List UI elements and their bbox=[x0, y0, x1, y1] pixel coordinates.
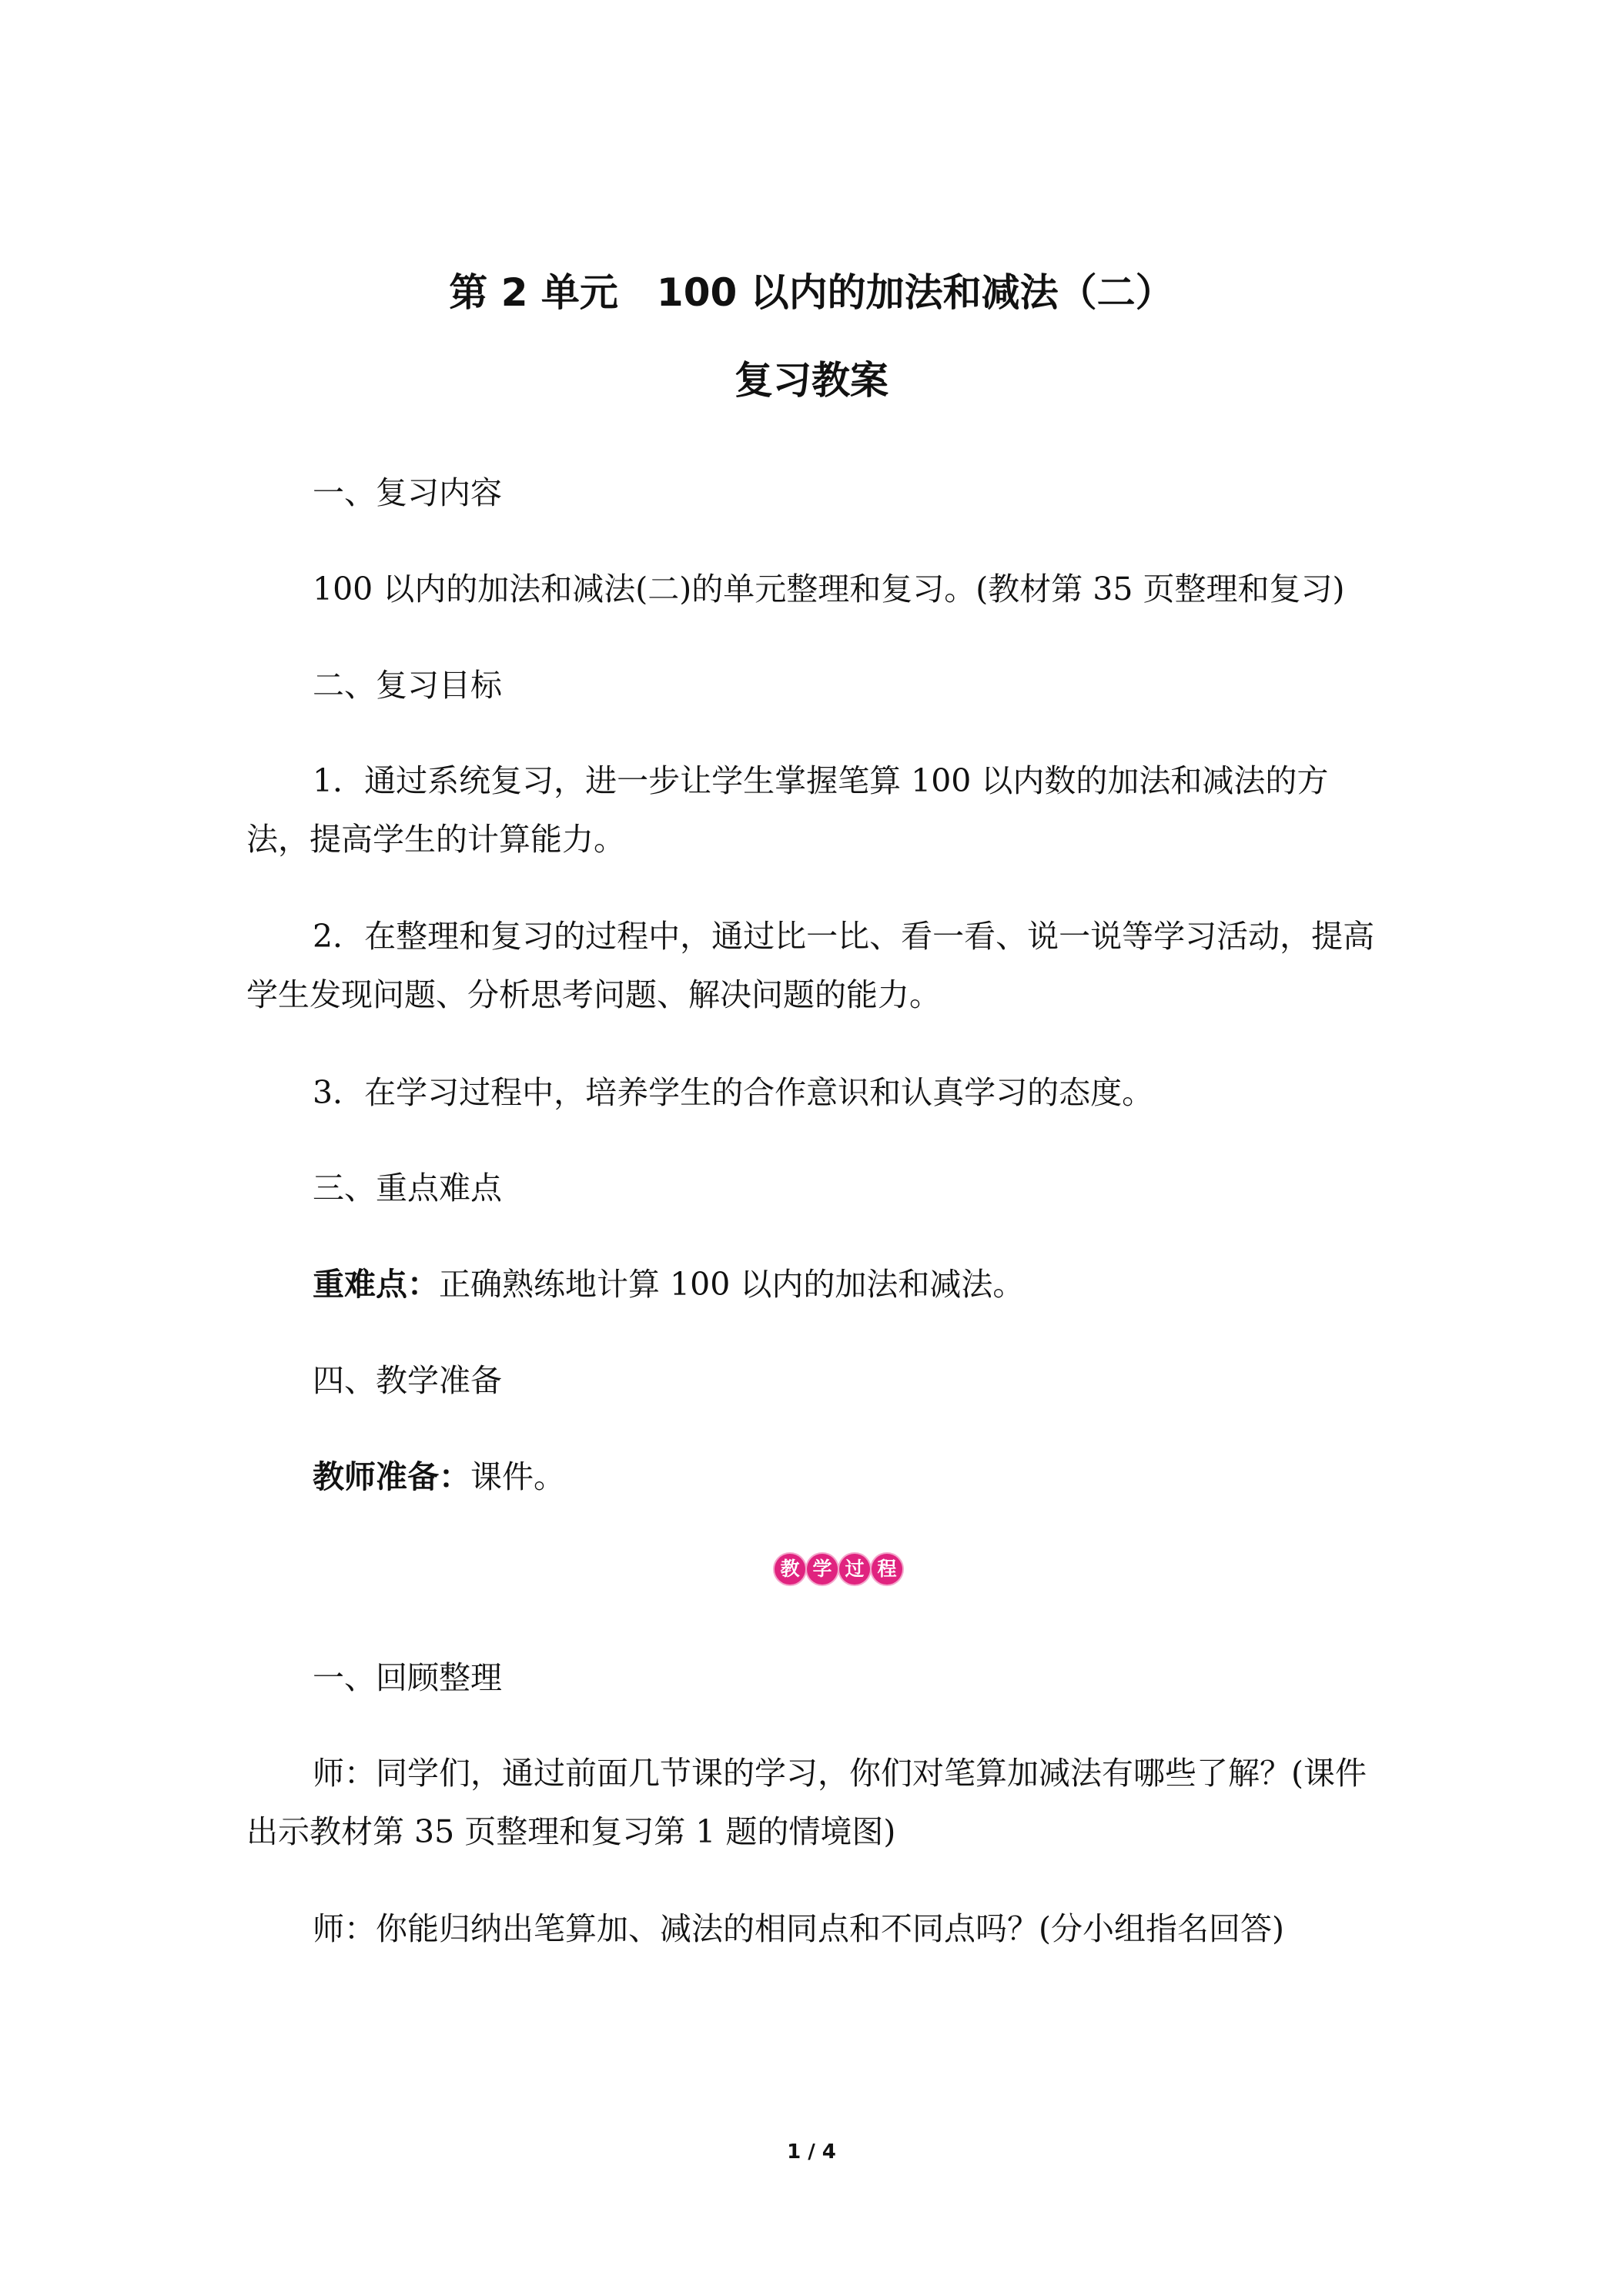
badge-char: 过 bbox=[839, 1554, 870, 1585]
prep-text: 课件。 bbox=[470, 1458, 565, 1495]
goal-2: 2．在整理和复习的过程中，通过比一比、看一看、说一说等学习活动，提高学生发现问题、分析思考问题、解决问题的能力。 bbox=[246, 918, 1375, 1013]
badge-char: 教 bbox=[775, 1554, 805, 1585]
lesson-title: 复习教案 bbox=[735, 358, 888, 403]
content-text: 100 以内的加法和减法(二)的单元整理和复习。(教材第 35 页整理和复习) bbox=[313, 571, 1345, 607]
key-heading: 三、重点难点 bbox=[313, 1170, 502, 1207]
key-label: 重难点： bbox=[313, 1266, 439, 1303]
goals-heading: 二、复习目标 bbox=[313, 667, 502, 704]
badge-char: 学 bbox=[807, 1554, 838, 1585]
key-text: 正确熟练地计算 100 以内的加法和减法。 bbox=[439, 1266, 1025, 1303]
unit-title: 第 2 单元 100 以内的加法和减法（二） bbox=[449, 270, 1174, 315]
teaching-process-badge bbox=[775, 1554, 902, 1585]
prep-paragraph bbox=[246, 1448, 1386, 1506]
teacher-line-2: 师：你能归纳出笔算加、减法的相同点和不同点吗？(分小组指名回答) bbox=[313, 1910, 1284, 1947]
page-number: 1 / 4 bbox=[787, 2140, 836, 2164]
process-heading: 一、回顾整理 bbox=[313, 1659, 502, 1696]
key-paragraph bbox=[246, 1255, 1386, 1314]
goal-1: 1．通过系统复习，进一步让学生掌握笔算 100 以内数的加法和减法的方法，提高学生的计算能力。 bbox=[246, 762, 1329, 858]
goal-3: 3．在学习过程中，培养学生的合作意识和认真学习的态度。 bbox=[313, 1074, 1154, 1111]
content-heading: 一、复习内容 bbox=[313, 474, 502, 511]
teacher-line-1: 师：同学们，通过前面几节课的学习，你们对笔算加减法有哪些了解？(课件出示教材第 35 页整理和复习第 1 题的情境图) bbox=[246, 1755, 1367, 1850]
prep-heading: 四、教学准备 bbox=[313, 1362, 502, 1399]
prep-label: 教师准备： bbox=[313, 1458, 470, 1495]
badge-char: 程 bbox=[872, 1554, 902, 1585]
